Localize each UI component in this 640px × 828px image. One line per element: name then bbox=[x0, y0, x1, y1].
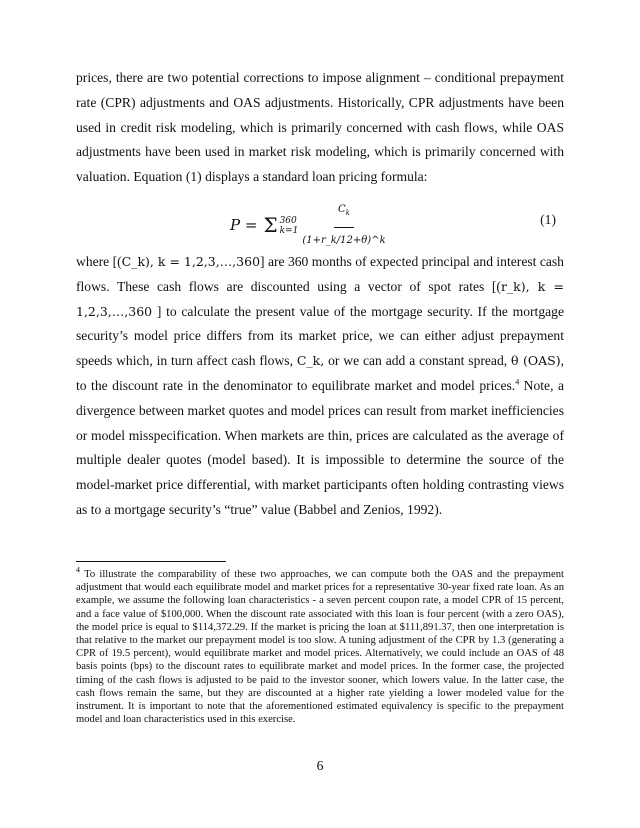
summation-limits bbox=[280, 216, 299, 236]
loan-pricing-formula bbox=[230, 198, 386, 254]
summation-symbol: Σ bbox=[263, 213, 278, 238]
paragraph-1: prices, there are two potential corrections to impose alignment – conditional prepayment rate (CPR) adjustments and OAS adjustments. Historically, CPR adjustments have been used in credit risk modeling, which is primarily concerned with cash flows, while OAS adjustments have been used in market risk modeling, which is primarily concerned with valuation. Equation (1) displays a standard loan pricing formula: bbox=[76, 70, 564, 185]
footnote-text: To illustrate the comparability of these two approaches, we can compute both the OAS and the prepayment adjustment that would each equilibrate model and market prices for a representative 30-year fixed rate loan. As an example, we assume the following loan characteristics - a seven percent coupon rate, a model CPR of 15 percent, and a face value of $100,000. When the discount rate associated with this loan is four percent (with a zero OAS), the model price is equal to $114,372.29. If the market is pricing the loan at $111,891.37, then one interpretation is that relative to the market our prepayment model is too slow. A tuning adjustment of the CPR by 1.3 (generating a CPR of 19.5 percent), would equilibrate market and model prices. Alternatively, we could include an OAS of 48 basis points (bps) to the discount rates to equilibrate market and model prices. In the former case, the projected timing of the cash flows is adjusted to be paid to the investor sooner, which lowers value. In the latter case, the cash flows remain the same, but they are discounted at a higher rate yielding a lower modeled value for the instrument. It is important to note that the aforementioned estimated equivalency is specific to the prepayment model and loan characteristics used in this exercise. bbox=[76, 569, 564, 726]
summation-upper: 360 bbox=[279, 215, 297, 226]
math-ck: C_k, bbox=[296, 353, 325, 369]
equation-numerator: $C_k$ bbox=[334, 198, 354, 228]
math-spot-rates: r_k), k = 1,2,3,…,360 bbox=[76, 278, 564, 319]
summation-lower: k=1 bbox=[279, 225, 299, 236]
equation-denominator: (1+r_k/12+θ)^k bbox=[302, 234, 386, 246]
math-theta-oas: θ (OAS) bbox=[511, 353, 561, 369]
main-text bbox=[76, 66, 564, 523]
footnote-4 bbox=[76, 565, 564, 726]
footnote-reference: 4 bbox=[515, 377, 520, 387]
footnote-separator bbox=[76, 561, 226, 562]
paragraph-2: where [(C_k), k = 1,2,3,…,360] are 360 months of expected principal and interest cash flows. These cash flows are discounted using a vector of spot rates [(r_k), k = 1,2,3,…,360 ] to calculate the present value of the mortgage security. If the mortgage security’s model price differs from its market price, we can either adjust prepayment speeds which, in turn affect cash flows, C_k, or we can add a constant spread, θ (OAS), to the discount rate in the denominator to equilibrate market and model prices.$^4$ Note, a divergence between market quotes and model prices can result from market inefficiencies or model misspecification. When markets are thin, prices are calculated as the average of multiple dealer quotes (model based). It is impossible to determine the source of the model-market price differential, with market participants often holding contrasting views as to a mortgage security’s “true” value (Babbel and Zenios, 1992). bbox=[76, 253, 565, 517]
equation-1 bbox=[76, 192, 564, 244]
equation-lhs: P = bbox=[230, 216, 258, 235]
footnote-marker: 4 bbox=[76, 565, 80, 575]
equation-number: (1) bbox=[540, 211, 556, 227]
equation-fraction bbox=[302, 198, 385, 254]
page-number: 6 bbox=[316, 758, 324, 773]
math-cash-flows: C_k), k = 1,2,3,…,360 bbox=[121, 253, 261, 269]
